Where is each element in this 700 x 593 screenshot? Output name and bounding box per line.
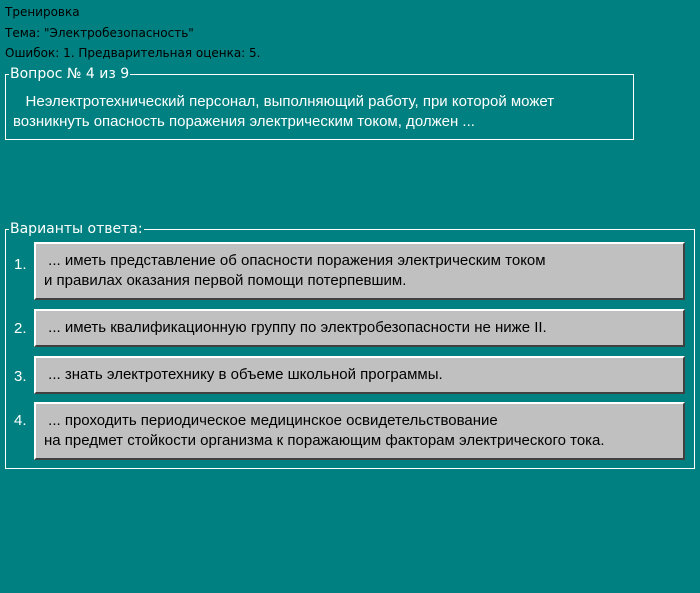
header-topic: Тема: "Электробезопасность" (5, 26, 194, 40)
answer-number-2: 2. (14, 320, 27, 337)
question-legend: Вопрос № 4 из 9 (10, 66, 130, 82)
answer-number-1: 1. (14, 256, 27, 273)
answer-button-4[interactable]: ... проходить периодическое медицинское освидетельствование на предмет стойкости организма к поражающим факторам электрического тока. (34, 402, 685, 460)
answer-number-3: 3. (14, 368, 27, 385)
answers-legend: Варианты ответа: (10, 221, 143, 237)
answer-button-2[interactable]: ... иметь квалификационную группу по электробезопасности не ниже II. (34, 309, 685, 347)
answer-number-4: 4. (14, 412, 27, 429)
question-groupbox (5, 66, 634, 140)
answer-button-1[interactable]: ... иметь представление об опасности поражения электрическим током и правилах оказания первой помощи потерпевшим. (34, 242, 685, 300)
answer-button-3[interactable]: ... знать электротехнику в объеме школьной программы. (34, 356, 685, 394)
question-text: Неэлектротехнический персонал, выполняющий работу, при которой может возникнуть опасность поражения электрическим током, должен ... (13, 93, 555, 130)
header-title: Тренировка (5, 5, 80, 19)
answers-groupbox (5, 221, 695, 469)
header-status: Ошибок: 1. Предварительная оценка: 5. (5, 46, 261, 60)
